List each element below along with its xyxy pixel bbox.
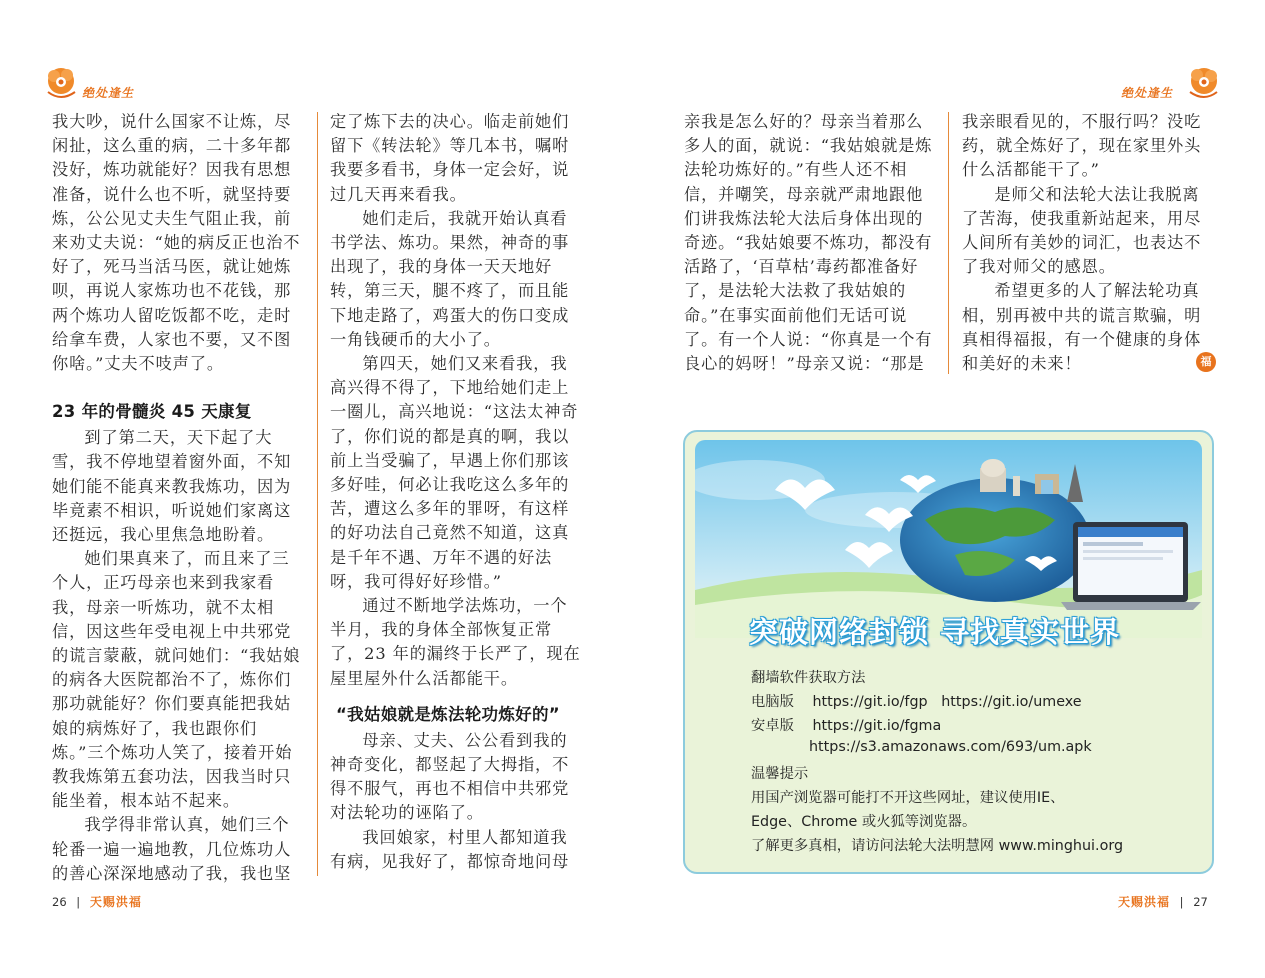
right-page-column-1 <box>684 110 936 376</box>
footer-right <box>1118 893 1208 910</box>
footer-left <box>52 893 142 910</box>
brand-title-right: 绝处逢生 <box>1121 86 1174 100</box>
left-page-column-2 <box>330 110 582 874</box>
paragraph: 我学得非常认真，她们三个轮番一遍一遍地教，几位炼功人的善心深深地感动了我，我也坚 <box>52 815 292 883</box>
promo-line-7: 了解更多真相，请访问法轮大法明慧网 www.minghui.org <box>751 838 1124 854</box>
footer-title: 天赐洪福 <box>89 895 142 909</box>
end-mark-icon: 福 <box>1196 352 1216 372</box>
page-number: 26 <box>52 895 67 909</box>
section-heading: “我姑娘就是炼法轮功炼好的” <box>336 704 560 724</box>
promo-line-4: 温馨提示 <box>751 766 809 782</box>
footer-separator: | <box>1179 895 1184 909</box>
promo-box <box>683 430 1214 874</box>
paragraph: 定了炼下去的决心。临走前她们留下《转法轮》等几本书，嘱咐我要多看书，身体一定会好，说过几天再来看我。 <box>330 112 570 204</box>
label-android: 安卓版 <box>751 718 794 734</box>
globe-doves-illustration <box>695 440 1202 638</box>
paragraph: 她们果真来了，而且来了三个人，正巧母亲也来到我家看我，母亲一听炼功，就不太相信，因这些年受电视上中共邪党的谎言蒙蔽，就问她们：“我姑娘的病各大医院都治不了，炼你们那功就能好？你们要真能把我姑娘的病炼好了，我也跟你们炼。”三个炼功人笑了，接着开始教我炼第五套功法，因我当时只能坐着，根本站不起来。 <box>52 549 301 811</box>
paragraph: 我回娘家，村里人都知道我有病，见我好了，都惊奇地问母 <box>330 827 570 871</box>
promo-line-3 <box>751 715 941 735</box>
promo-line-5: 用国产浏览器可能打不开这些网址，建议使用IE、 <box>751 790 1065 806</box>
footer-separator: | <box>76 895 81 909</box>
paragraph: 通过不断地学法炼功，一个半月，我的身体全部恢复正常了，23 年的漏终于长严了，现在屋里屋外什么活都能干。 <box>330 596 581 688</box>
android-link-1[interactable]: https://git.io/fgma <box>812 718 942 734</box>
flower-logo-left <box>44 66 80 100</box>
page-number: 27 <box>1193 895 1208 909</box>
promo-line-2 <box>751 691 1082 711</box>
android-link-2[interactable]: https://s3.amazonaws.com/693/um.apk <box>809 739 1092 755</box>
flower-icon <box>1185 66 1221 100</box>
paragraph: 母亲、丈夫、公公看到我的神奇变化，都竖起了大拇指，不得不服气，再也不相信中共邪党对法轮功的诬陷了。 <box>330 730 570 823</box>
flower-icon <box>44 66 80 100</box>
column-divider <box>317 112 318 876</box>
promo-line-1: 翻墙软件获取方法 <box>751 670 866 686</box>
paragraph: 她们走后，我就开始认真看书学法、炼功。果然，神奇的事出现了，我的身体一天天地好转，第三天，腿不疼了，而且能下地走路了，鸡蛋大的伤口变成一角钱硬币的大小了。 <box>330 208 570 349</box>
brand-title-left: 绝处逢生 <box>82 86 135 100</box>
paragraph: 是师父和法轮大法让我脱离了苦海，使我重新站起来，用尽人间所有美妙的词汇，也表达不了我对师父的感恩。 <box>962 184 1202 277</box>
paragraph: 希望更多的人了解法轮功真相，别再被中共的谎言欺骗，明真相得福报，有一个健康的身体和美好的未来！ <box>962 281 1202 374</box>
flower-logo-right <box>1185 66 1221 100</box>
left-page-column-1 <box>52 110 304 886</box>
column-divider <box>948 112 949 374</box>
promo-title: 突破网络封锁 寻找真实世界 <box>749 615 1121 649</box>
paragraph: 第四天，她们又来看我，我高兴得不得了，下地给她们走上一圈儿，高兴地说：“这法太神奇了，你们说的都是真的啊，我以前上当受骗了，早遇上你们那该多好哇，何必让我吃这么多年的苦，遭这么多年的罪呀，有这样的好功法自己竟然不知道，这真是千年不遇、万年不遇的好法呀，我可得好好珍惜。” <box>330 354 579 591</box>
paragraph: 我亲眼看见的，不服行吗？没吃药，就全炼好了，现在家里外头什么活都能干了。” <box>962 112 1202 180</box>
footer-title: 天赐洪福 <box>1118 895 1171 909</box>
paragraph: 到了第二天，天下起了大雪，我不停地望着窗外面，不知她们能不能真来教我炼功，因为毕竟素不相识，听说她们家离这还挺远，我心里焦急地盼着。 <box>52 428 292 545</box>
section-heading: 23 年的骨髓炎 45 天康复 <box>52 402 252 422</box>
promo-banner-image <box>695 440 1202 638</box>
right-page-column-2 <box>962 110 1214 376</box>
paragraph: 我大吵，说什么国家不让炼，尽闲扯，这么重的病，二十多年都没好，炼功就能好？因我有思想准备，说什么也不听，就坚持要炼，公公见丈夫生气阻止我，前来劝丈夫说：“她的病反正也治不好了，死马当活马医，就让她炼呗，再说人家炼功也不花钱，那两个炼功人留吃饭都不吃，走时给拿车费，人家也不要，又不图你啥。”丈夫不吱声了。 <box>52 112 301 374</box>
desktop-links[interactable]: https://git.io/fgp https://git.io/umexe <box>812 694 1082 710</box>
promo-line-6: Edge、Chrome 或火狐等浏览器。 <box>751 814 977 830</box>
paragraph: 亲我是怎么好的？母亲当着那么多人的面，就说：“我姑娘就是炼法轮功炼好的。”有些人还不相信，并嘲笑，母亲就严肃地跟他们讲我炼法轮大法后身体出现的奇迹。“我姑娘要不炼功，都没有活路了，‘百草枯’毒药都准备好了，是法轮大法救了我姑娘的命。”在事实面前他们无话可说了。有一个人说：“你真是一个有良心的妈呀！”母亲又说：“那是 <box>684 112 933 374</box>
label-desktop: 电脑版 <box>751 694 794 710</box>
